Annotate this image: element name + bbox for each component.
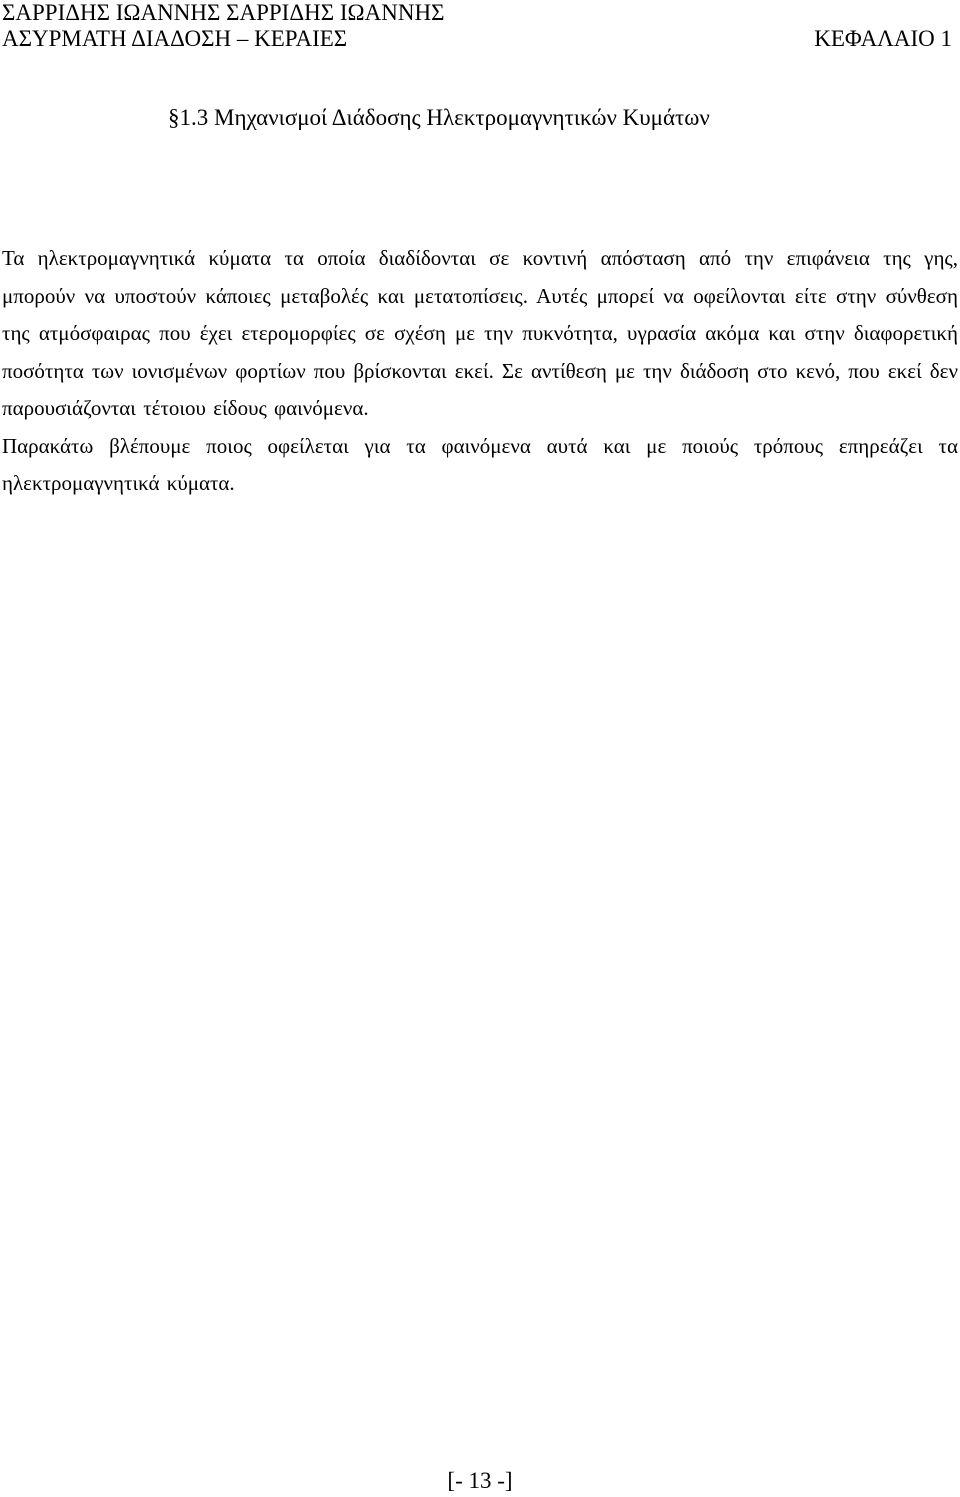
header-row bbox=[2, 26, 952, 52]
paragraph-1: Τα ηλεκτρομαγνητικά κύματα τα οποία διαδίδονται σε κοντινή απόσταση από την επιφάνεια της γης, μπορούν να υποστούν κάποιες μεταβολές και μετατοπίσεις. Αυτές μπορεί να οφείλονται είτε στην σύνθεση της ατμόσφαιρας που έχει ετερομορφίες σε σχέση με την πυκνότητα, υγρασία ακόμα και στην διαφορετική ποσότητα των ιονισμένων φορτίων που βρίσκονται εκεί. Σε αντίθεση με την διάδοση στο κενό, που εκεί δεν παρουσιάζονται τέτοιου είδους φαινόμενα. bbox=[2, 246, 958, 420]
paragraph-2: Παρακάτω βλέπουμε ποιος οφείλεται για τα φαινόμενα αυτά και με ποιούς τρόπους επηρεάζει τα ηλεκτρομαγνητικά κύματα. bbox=[2, 433, 958, 495]
body-text bbox=[2, 240, 958, 503]
header-chapter: ΚΕΦΑΛΑΙΟ 1 bbox=[814, 26, 952, 51]
section-title: §1.3 Μηχανισμοί Διάδοσης Ηλεκτρομαγνητικών Κυμάτων bbox=[168, 105, 710, 130]
header-subject: ΑΣΥΡΜΑΤΗ ΔΙΑΔΟΣΗ – ΚΕΡΑΙΕΣ bbox=[2, 26, 348, 51]
header-author: ΣΑΡΡΙΔΗΣ ΙΩΑΝΝΗΣ ΣΑΡΡΙΔΗΣ ΙΩΑΝΝΗΣ bbox=[2, 0, 445, 25]
page-number: [- 13 -] bbox=[447, 1468, 513, 1493]
